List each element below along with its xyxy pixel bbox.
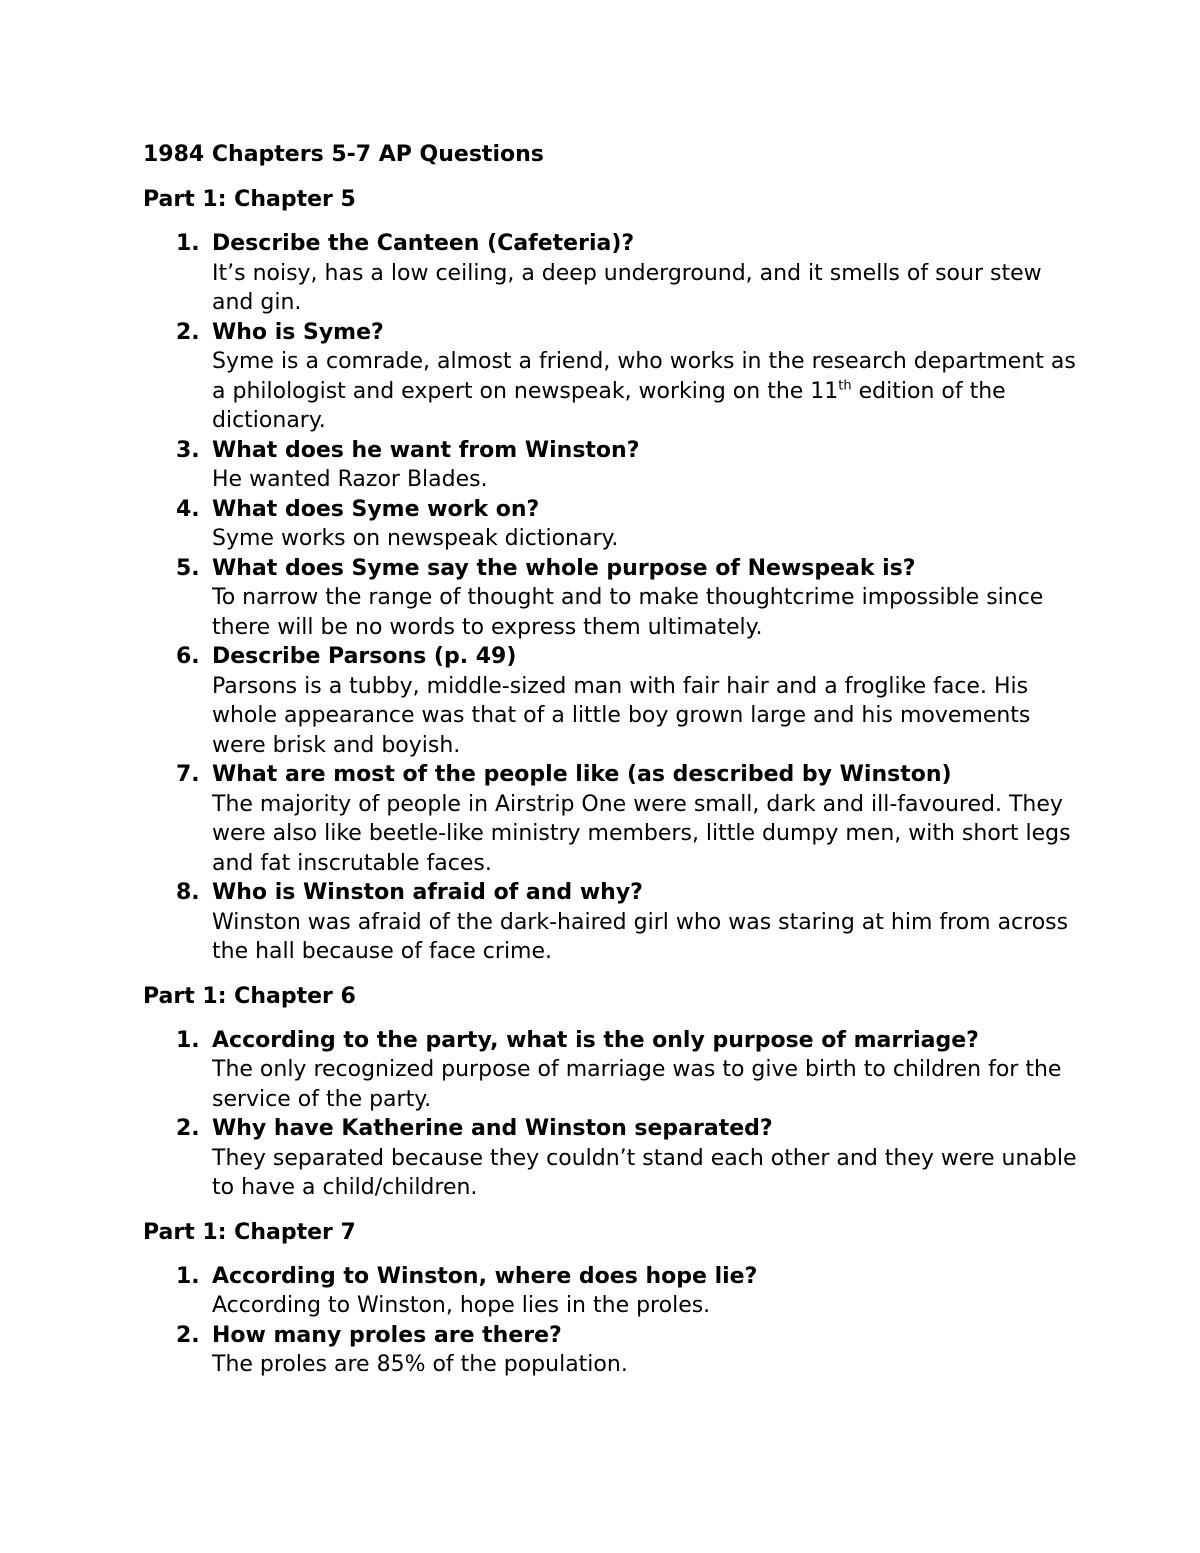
answer-text: Winston was afraid of the dark-haired girl who was staring at him from across the hall because of face crime. <box>212 909 1069 964</box>
item-number: 1. <box>176 1027 200 1053</box>
question-text: What does Syme work on? <box>212 496 540 522</box>
question-text: Why have Katherine and Winston separated? <box>212 1116 773 1141</box>
item-number: 5. <box>176 555 200 581</box>
answer-text-part: Syme is a comrade, almost a friend, who works in the research department as a philologist and expert on newspeak, working on the 11 <box>212 349 1076 404</box>
question-text: How many proles are there? <box>212 1322 562 1348</box>
section-chapter-5 <box>143 185 1083 967</box>
list-item <box>143 1321 1083 1380</box>
question-list <box>143 229 1083 967</box>
item-number: 2. <box>176 319 200 345</box>
answer-text: He wanted Razor Blades. <box>212 467 488 492</box>
section-heading: Part 1: Chapter 6 <box>143 983 356 1009</box>
item-number: 8. <box>176 880 200 905</box>
list-item <box>143 554 1083 643</box>
item-number: 7. <box>176 762 200 787</box>
section-heading: Part 1: Chapter 5 <box>143 187 356 212</box>
list-item <box>143 436 1083 495</box>
question-text: What are most of the people like (as described by Winston) <box>212 762 952 787</box>
list-item <box>143 1262 1083 1321</box>
document-page <box>143 140 1083 1395</box>
list-item <box>143 642 1083 760</box>
item-number: 4. <box>176 496 200 522</box>
answer-text: The majority of people in Airstrip One were small, dark and ill-favoured. They were also like beetle-like ministry members, little dumpy men, with short legs and fat inscrutable faces. <box>212 791 1071 876</box>
question-list <box>143 1262 1083 1380</box>
list-item <box>143 229 1083 318</box>
question-text: What does he want from Winston? <box>212 437 640 463</box>
section-heading: Part 1: Chapter 7 <box>143 1219 356 1245</box>
list-item <box>143 1026 1083 1115</box>
ordinal-superscript: th <box>838 378 852 394</box>
answer-text: Syme works on newspeak dictionary. <box>212 526 619 551</box>
question-text: Describe Parsons (p. 49) <box>212 644 517 669</box>
item-number: 1. <box>176 1263 200 1289</box>
item-number: 1. <box>176 231 200 256</box>
answer-text: The only recognized purpose of marriage was to give birth to children for the service of the party. <box>212 1057 1062 1112</box>
question-text: Who is Syme? <box>212 319 384 345</box>
answer-text: The proles are 85% of the population. <box>212 1352 628 1377</box>
answer-text: To narrow the range of thought and to make thoughtcrime impossible since there will be no words to express them ultimately. <box>212 585 1044 640</box>
list-item <box>143 760 1083 878</box>
answer-text: It’s noisy, has a low ceiling, a deep underground, and it smells of sour stew and gin. <box>212 260 1042 315</box>
question-text: Who is Winston afraid of and why? <box>212 880 643 905</box>
question-text: According to the party, what is the only purpose of marriage? <box>212 1027 979 1053</box>
question-text: Describe the Canteen (Cafeteria)? <box>212 231 635 256</box>
list-item <box>143 1114 1083 1203</box>
item-number: 6. <box>176 644 200 669</box>
item-number: 3. <box>176 437 200 463</box>
question-text: What does Syme say the whole purpose of Newspeak is? <box>212 555 916 581</box>
list-item <box>143 318 1083 436</box>
question-text: According to Winston, where does hope lie? <box>212 1263 758 1289</box>
question-list <box>143 1026 1083 1203</box>
answer-text-part: edition of the dictionary. <box>212 378 1006 433</box>
answer-text: Parsons is a tubby, middle-sized man with fair hair and a froglike face. His whole appearance was that of a little boy grown large and his movements were brisk and boyish. <box>212 673 1031 758</box>
list-item <box>143 495 1083 554</box>
section-chapter-6 <box>143 982 1083 1203</box>
item-number: 2. <box>176 1322 200 1348</box>
list-item <box>143 878 1083 967</box>
answer-text: They separated because they couldn’t stand each other and they were unable to have a child/children. <box>212 1145 1077 1200</box>
answer-text <box>212 347 1083 436</box>
answer-text: According to Winston, hope lies in the proles. <box>212 1293 711 1318</box>
section-chapter-7 <box>143 1218 1083 1380</box>
item-number: 2. <box>176 1116 200 1141</box>
document-title: 1984 Chapters 5-7 AP Questions <box>143 142 544 167</box>
